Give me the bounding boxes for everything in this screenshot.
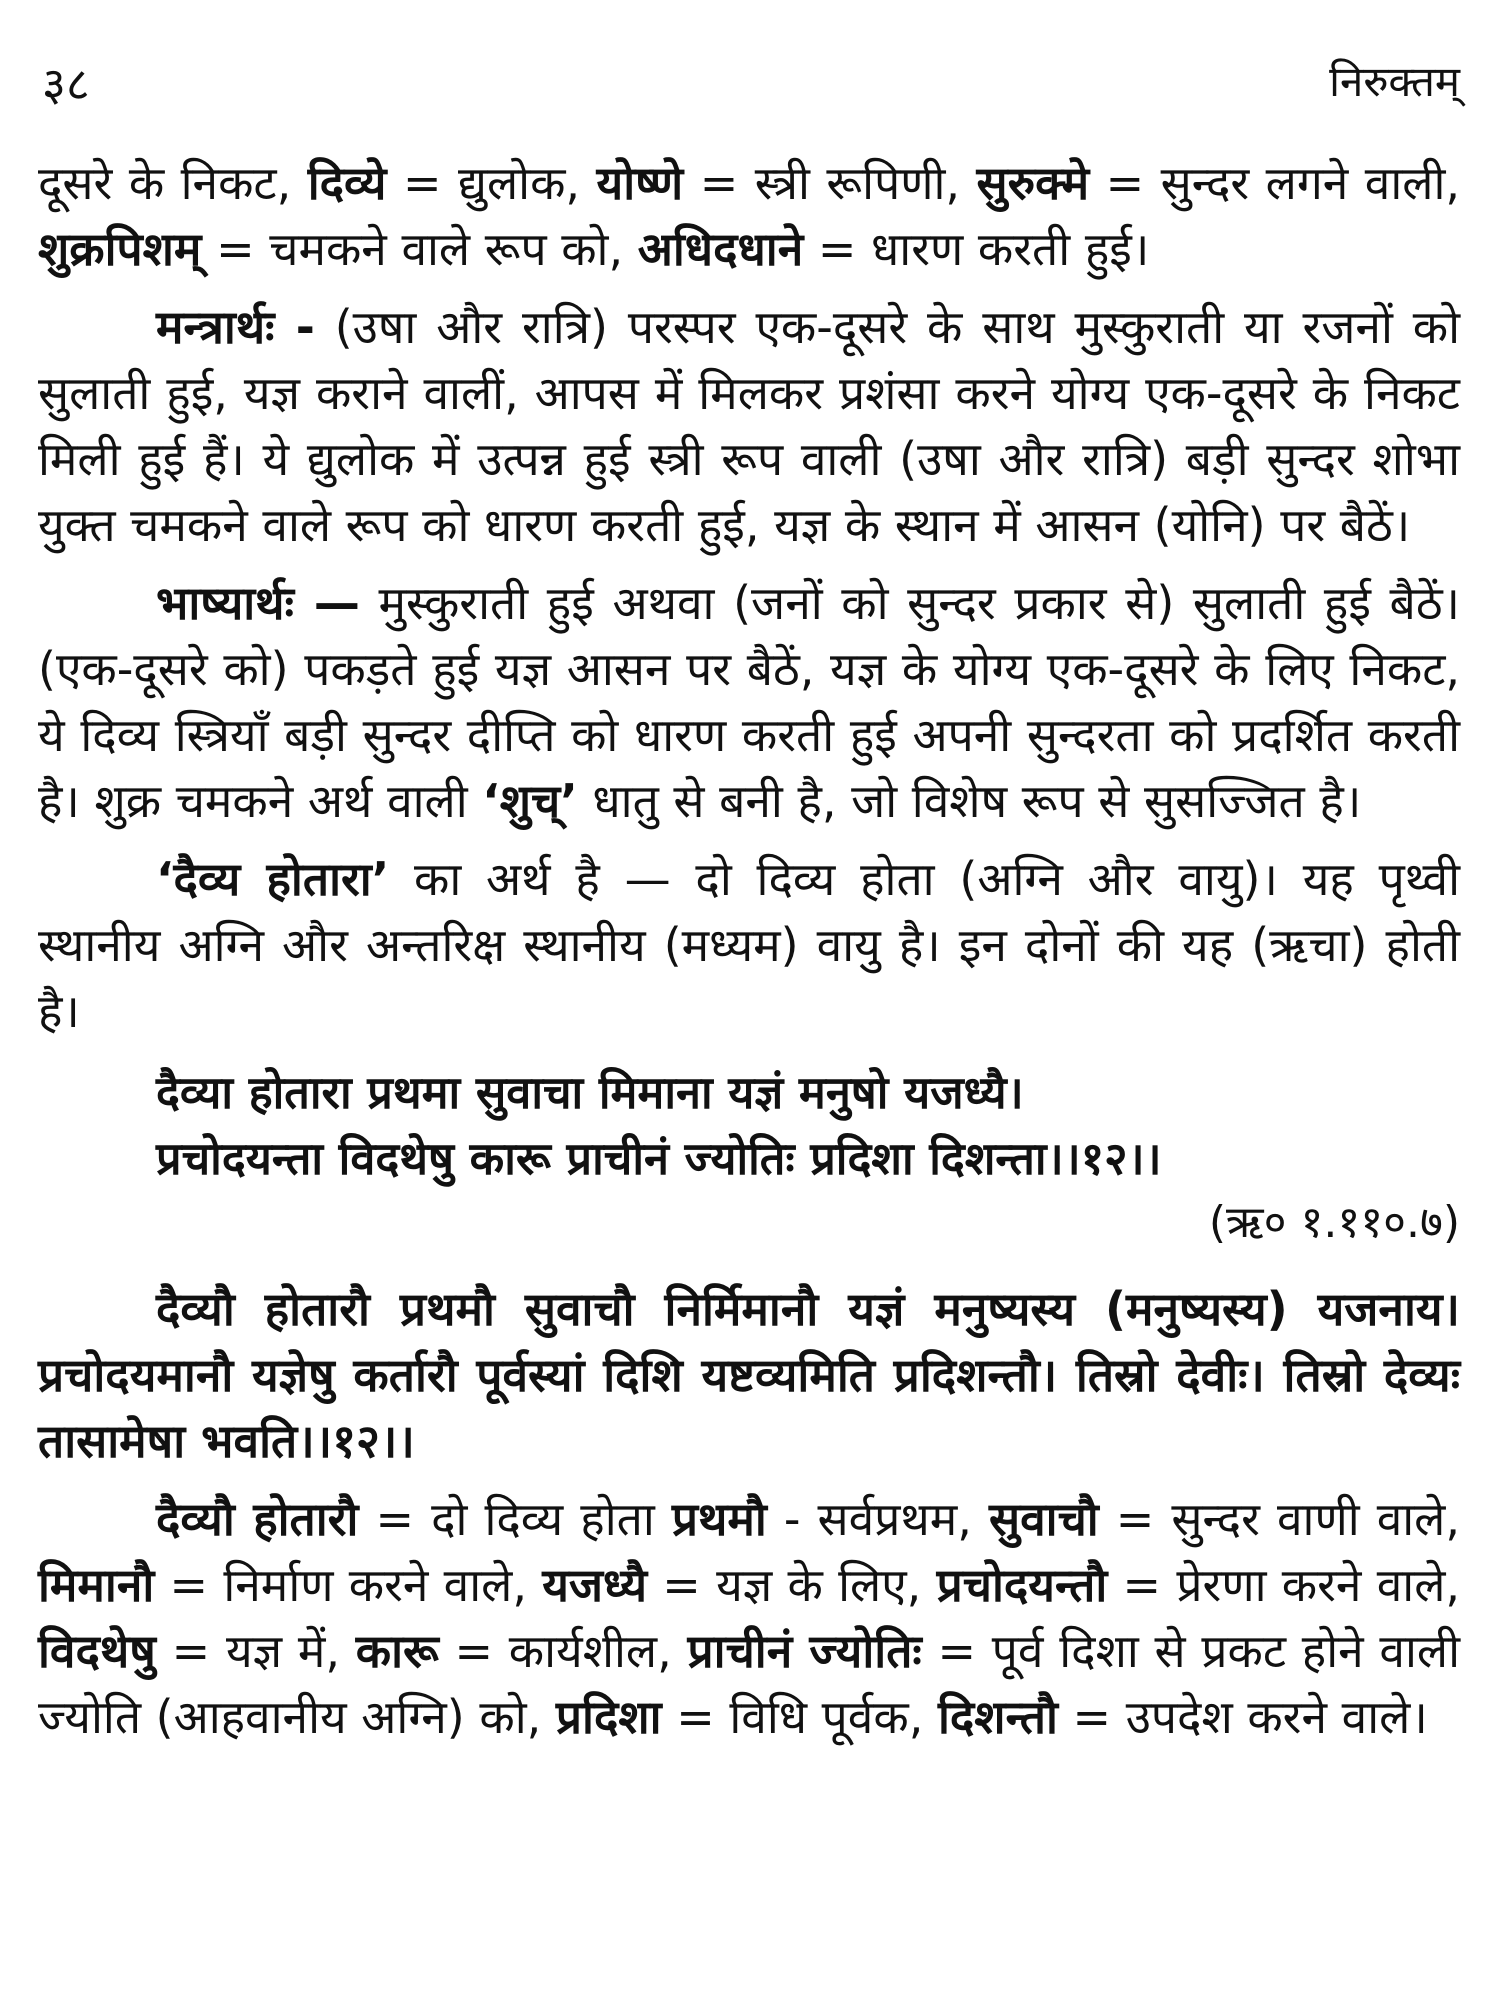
text-run: मुस्कुराती हुई अथवा (जनों को सुन्दर प्रकार से) सुलाती हुई बैठें। (एक-दूसरे को) पकड़ते हुई यज्ञ आसन पर बैठें, यज्ञ के योग्य एक-दूसरे के लिए निकट, ये दिव्य स्त्रियाँ बड़ी सुन्दर दीप्ति को धारण करती हुई अपनी सुन्दरता को प्रदर्शित करती है। शुक्र चमकने अर्थ वाली xyxy=(38,576,1460,828)
bold-term: यजध्यै xyxy=(542,1558,648,1612)
verse-reference: (ऋ० १.११०.७) xyxy=(1208,1197,1460,1248)
text-run: = द्युलोक, xyxy=(386,156,597,210)
page-header xyxy=(42,52,1460,112)
text-run: = दो दिव्य होता xyxy=(358,1492,672,1546)
bold-term: दैव्यौ होतारौ xyxy=(156,1492,359,1546)
bold-term: कारू xyxy=(355,1624,439,1678)
glossary-paragraph-2 xyxy=(38,1486,1460,1750)
bold-term: शुक्रपिशम् xyxy=(38,222,202,276)
bold-term: विदथेषु xyxy=(38,1624,156,1678)
text-run: = यज्ञ के लिए, xyxy=(647,1558,937,1612)
glossary-paragraph-1 xyxy=(38,150,1460,282)
text-run: = यज्ञ में, xyxy=(155,1624,356,1678)
text-run: = पूर्व दिशा से प्रकट होने वाली ज्योति (आहवानीय अग्नि) को, xyxy=(38,1624,1461,1744)
commentary-block xyxy=(38,1276,1460,1474)
page-body xyxy=(38,150,1460,1750)
text-run: दूसरे के निकट, xyxy=(38,156,308,210)
mantrartha-paragraph xyxy=(38,294,1460,558)
text-run: = प्रेरणा करने वाले, xyxy=(1107,1558,1461,1612)
bold-term: सुरुक्मे xyxy=(976,156,1090,210)
bhashyartha-paragraph xyxy=(38,570,1460,834)
verse-line-2: प्रचोदयन्ता विदथेषु कारू प्राचीनं ज्योतिः प्रदिशा दिशन्ता।।१२।। xyxy=(156,1132,1162,1185)
bold-term: ‘शुच्’ xyxy=(482,774,578,828)
running-head: निरुक्तम् xyxy=(1329,57,1460,106)
text-run: = निर्माण करने वाले, xyxy=(154,1558,543,1612)
text-run: = चमकने वाले रूप को, xyxy=(201,222,638,276)
verse-block xyxy=(38,1060,1460,1192)
bold-term: सुवाचौ xyxy=(988,1492,1099,1546)
bold-term: दिव्ये xyxy=(307,156,387,210)
text-run: = स्त्री रूपिणी, xyxy=(683,156,977,210)
bold-term: अधिदधाने xyxy=(637,222,804,276)
bold-term: प्रथमौ xyxy=(671,1492,767,1546)
text-run: का अर्थ है — दो दिव्य होता (अग्नि और वायु)। यह पृथ्वी स्थानीय अग्नि और अन्तरिक्ष स्थानीय (मध्यम) वायु है। इन दोनों की यह (ऋचा) होती है। xyxy=(38,852,1460,1038)
commentary-paragraph: दैव्यौ होतारौ प्रथमौ सुवाचौ निर्मिमानौ यज्ञं मनुष्यस्य (मनुष्यस्य) यजनाय। प्रचोदयमानौ यज्ञेषु कर्तारौ पूर्वस्यां दिशि यष्टव्यमिति प्रदिशन्तौ। तिस्रो देवीः। तिस्रो देव्यः तासामेषा भवति।।१२।। xyxy=(38,1282,1460,1468)
text-run: - सर्वप्रथम, xyxy=(766,1492,989,1546)
text-run: = विधि पूर्वक, xyxy=(661,1690,938,1744)
daivya-hotara-paragraph xyxy=(38,846,1460,1044)
text-run: = उपदेश करने वाले। xyxy=(1057,1690,1428,1744)
bold-term: मिमानौ xyxy=(38,1558,155,1612)
bold-term: प्रचोदयन्तौ xyxy=(936,1558,1108,1612)
text-run: = कार्यशील, xyxy=(438,1624,688,1678)
text-run: = सुन्दर लगने वाली, xyxy=(1089,156,1460,210)
bold-term: मन्त्रार्थः - xyxy=(156,300,315,354)
text-run: धातु से बनी है, जो विशेष रूप से सुसज्जित है। xyxy=(577,774,1362,828)
page-number: ३८ xyxy=(42,57,90,111)
bold-term: भाष्यार्थः — xyxy=(156,576,360,630)
bold-term: दिशन्तौ xyxy=(937,1690,1058,1744)
bold-term: प्राचीनं ज्योतिः xyxy=(687,1624,922,1678)
bold-term: ‘दैव्य होतारा’ xyxy=(156,852,390,906)
bold-term: योष्णे xyxy=(596,156,684,210)
text-run: = सुन्दर वाणी वाले, xyxy=(1098,1492,1460,1546)
bold-term: प्रदिशा xyxy=(555,1690,662,1744)
text-run: (उषा और रात्रि) परस्पर एक-दूसरे के साथ मुस्कुराती या रजनों को सुलाती हुई, यज्ञ कराने वालीं, आपस में मिलकर प्रशंसा करने योग्य एक-दूसरे के निकट मिली हुई हैं। ये द्युलोक में उत्पन्न हुई स्त्री रूप वाली (उषा और रात्रि) बड़ी सुन्दर शोभा युक्त चमकने वाले रूप को धारण करती हुई, यज्ञ के स्थान में आसन (योनि) पर बैठें। xyxy=(38,300,1460,552)
verse-line-1: दैव्या होतारा प्रथमा सुवाचा मिमाना यज्ञं मनुषो यजध्यै। xyxy=(156,1066,1024,1119)
text-run: = धारण करती हुई। xyxy=(803,222,1150,276)
